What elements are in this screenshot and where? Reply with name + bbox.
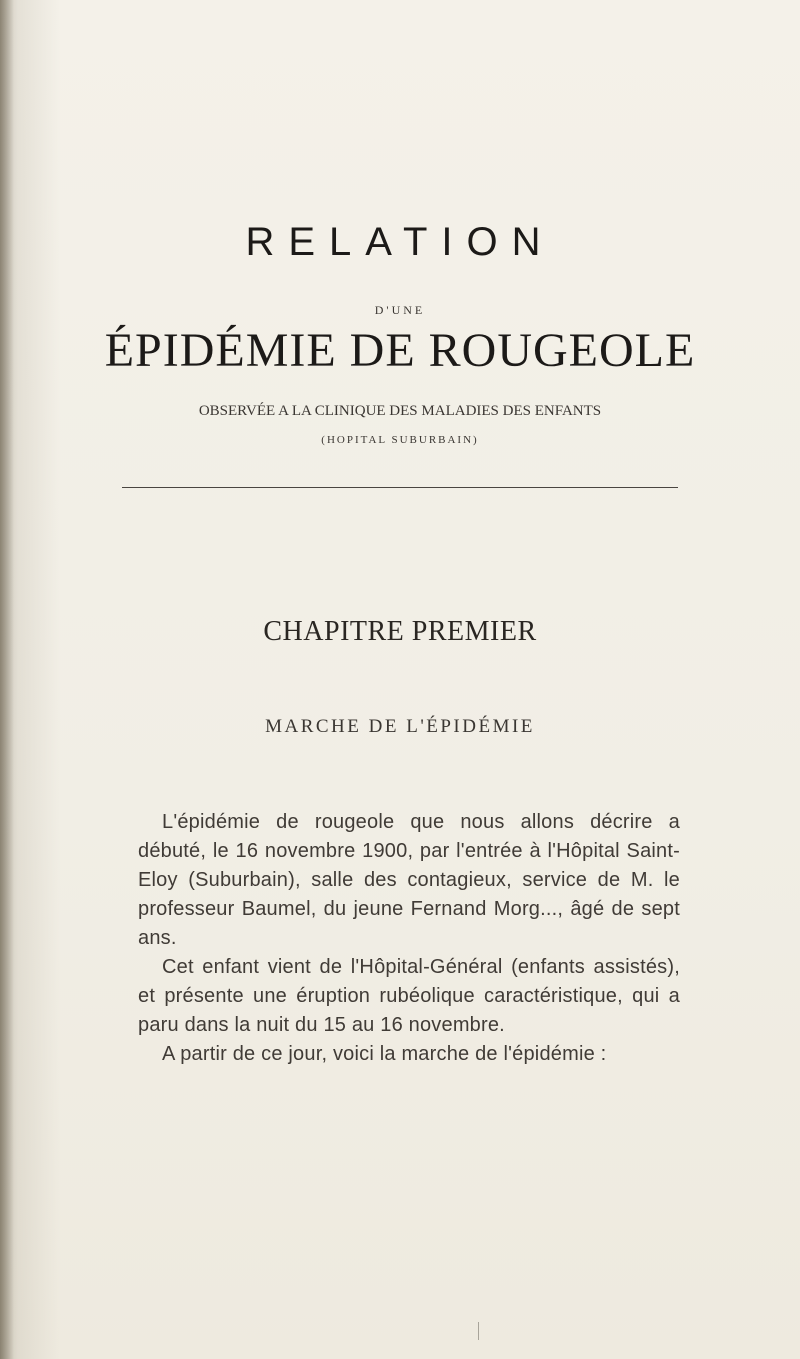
title-epidemie-de-rougeole: ÉPIDÉMIE DE ROUGEOLE <box>104 324 696 377</box>
title-hopital-suburbain: (HOPITAL SUBURBAIN) <box>321 434 479 446</box>
page-gutter-shadow <box>0 0 14 1359</box>
title-relation: RELATION <box>245 220 555 264</box>
stray-ink-mark <box>478 1322 479 1340</box>
body-text <box>138 808 680 1069</box>
chapter-subheading: MARCHE DE L'ÉPIDÉMIE <box>265 716 535 737</box>
chapter-heading: CHAPITRE PREMIER <box>263 616 537 647</box>
paragraph-3: A partir de ce jour, voici la marche de l'épidémie : <box>162 1043 607 1065</box>
paragraph-2: Cet enfant vient de l'Hôpital-Général (enfants assistés), et présente une éruption rubéolique caractéristique, qui a paru dans la nuit du 15 au 16 novembre. <box>138 956 680 1036</box>
title-divider-rule <box>122 487 678 488</box>
paragraph-1: L'épidémie de rougeole que nous allons décrire a débuté, le 16 novembre 1900, par l'entrée à l'Hôpital Saint-Eloy (Suburbain), salle des contagieux, service de M. le professeur Baumel, du jeune Fernand Morg..., âgé de sept ans. <box>138 811 680 949</box>
title-observee-clinique: OBSERVÉE A LA CLINIQUE DES MALADIES DES ENFANTS <box>198 403 602 419</box>
title-dune: D'UNE <box>374 303 426 317</box>
